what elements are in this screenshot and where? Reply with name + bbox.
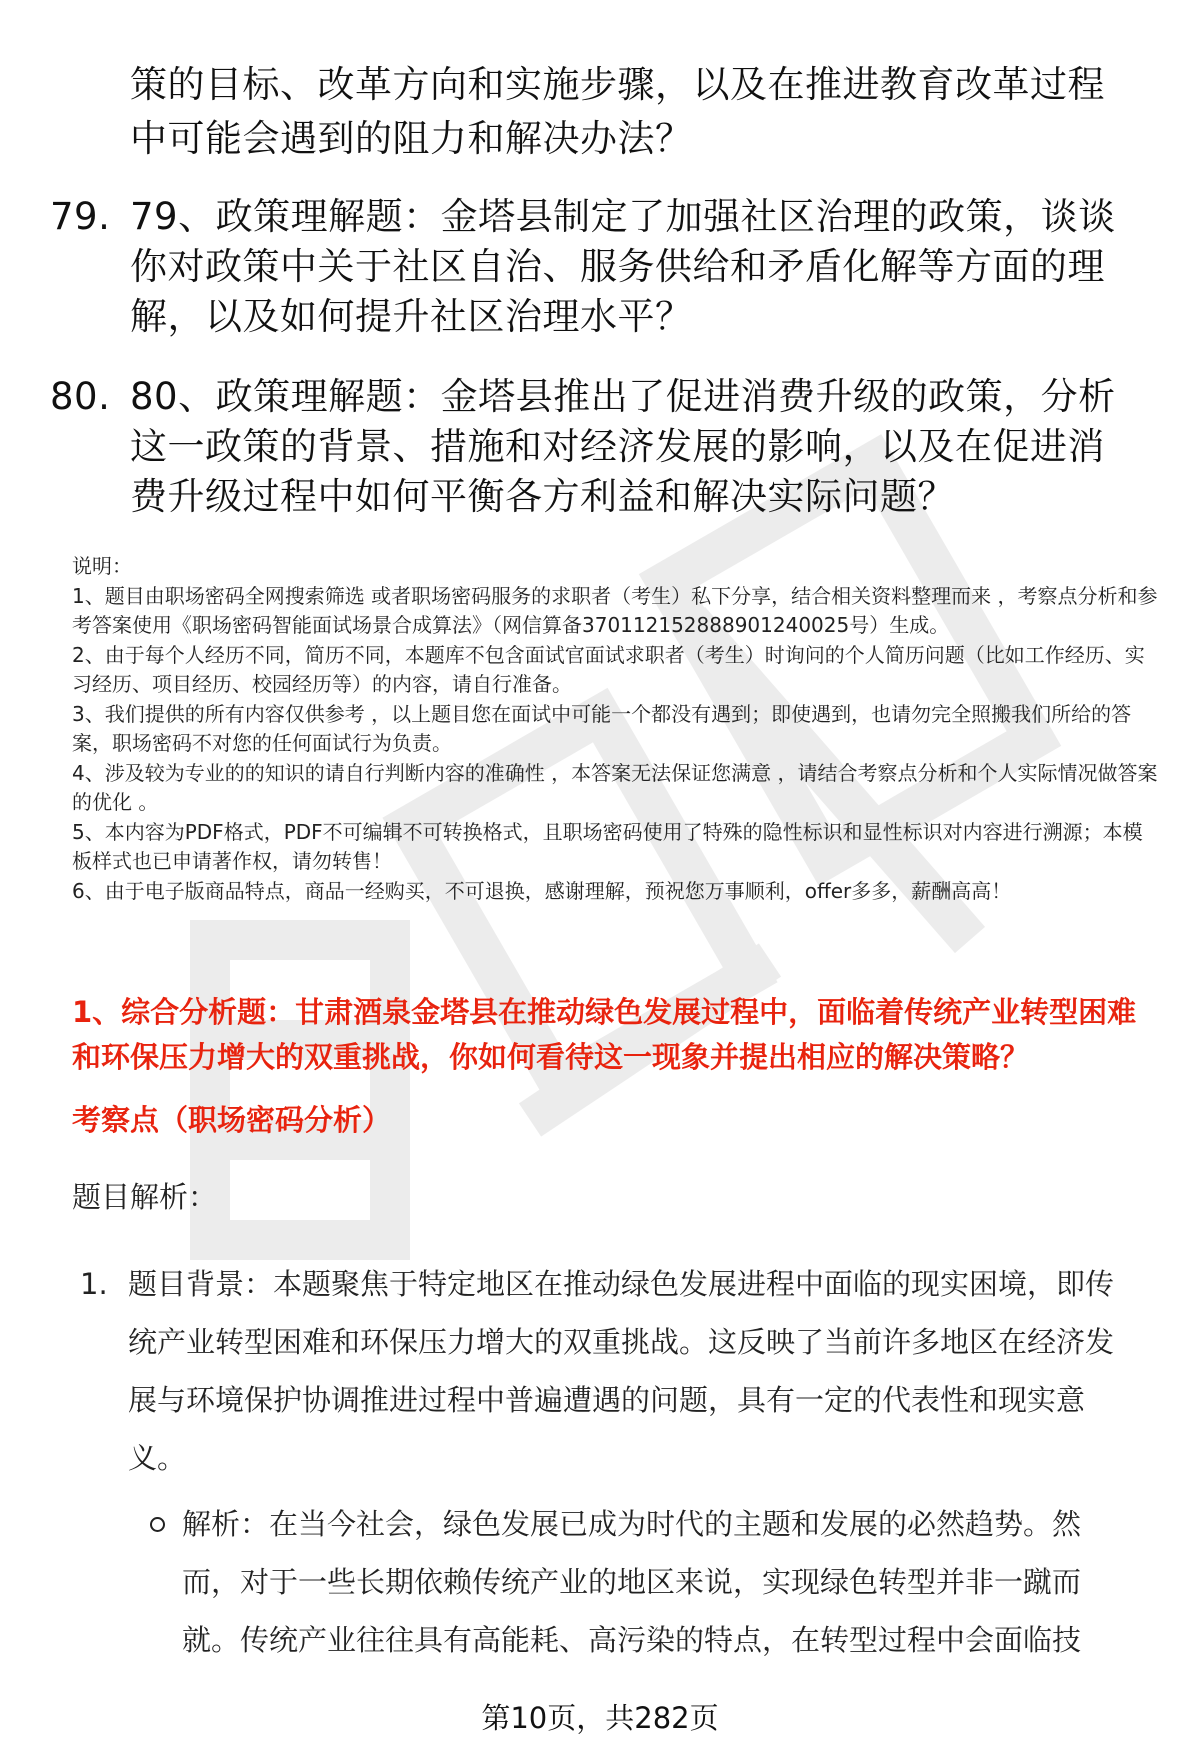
exam-point-heading: 考察点（职场密码分析） [72, 1103, 392, 1137]
question-number: 79. [50, 195, 111, 238]
notes-item: 2、由于每个人经历不同，简历不同，本题库不包含面试官面试求职者（考生）时询问的个人简历问题（比如工作经历、实习经历、项目经历、校园经历等）的内容，请自行准备。 [72, 642, 1145, 696]
bullet-circle-icon [150, 1517, 165, 1532]
sub-analysis-text: 解析：在当今社会，绿色发展已成为时代的主题和发展的必然趋势。然而，对于一些长期依赖传统产业的地区来说，实现绿色转型并非一蹴而就。传统产业往往具有高能耗、高污染的特点，在转型过程中会面临技 [182, 1507, 1082, 1657]
page-footer: 第10页，共282页 [481, 1701, 719, 1735]
question-text: 80、政策理解题：金塔县推出了促进消费升级的政策，分析这一政策的背景、措施和对经济发展的影响，以及在促进消费升级过程中如何平衡各方利益和解决实际问题？ [130, 375, 1116, 518]
notes-section [72, 552, 1162, 906]
analysis-heading: 题目解析： [72, 1180, 218, 1214]
question-continuation: 策的目标、改革方向和实施步骤，以及在推进教育改革过程中可能会遇到的阻力和解决办法？ [130, 63, 1105, 160]
notes-item: 4、涉及较为专业的的知识的请自行判断内容的准确性 ，本答案无法保证您满意 ，请结合考察点分析和个人实际情况做答案的优化 。 [72, 760, 1158, 814]
question-number: 80. [50, 375, 111, 418]
main-question-heading: 1、综合分析题：甘肃酒泉金塔县在推动绿色发展过程中，面临着传统产业转型困难和环保压力增大的双重挑战，你如何看待这一现象并提出相应的解决策略？ [72, 995, 1137, 1074]
question-text: 79、政策理解题：金塔县制定了加强社区治理的政策，谈谈你对政策中关于社区自治、服务供给和矛盾化解等方面的理解，以及如何提升社区治理水平？ [130, 195, 1116, 338]
list-number: 1. [80, 1267, 108, 1301]
notes-item: 1、题目由职场密码全网搜索筛选 或者职场密码服务的求职者（考生）私下分享，结合相关资料整理而来 ，考察点分析和参考答案使用《职场密码智能面试场景合成算法》（网信算备370112152888901240025号）生成。 [72, 583, 1158, 637]
notes-item: 6、由于电子版商品特点，商品一经购买，不可退换，感谢理解，预祝您万事顺利，offer多多，薪酬高高！ [72, 878, 1012, 903]
notes-title: 说明： [72, 554, 132, 578]
notes-item: 3、我们提供的所有内容仅供参考 ，以上题目您在面试中可能一个都没有遇到；即使遇到，也请勿完全照搬我们所给的答案，职场密码不对您的任何面试行为负责。 [72, 701, 1132, 755]
list-text: 题目背景：本题聚焦于特定地区在推动绿色发展进程中面临的现实困境，即传统产业转型困难和环保压力增大的双重挑战。这反映了当前许多地区在经济发展与环境保护协调推进过程中普遍遭遇的问题，具有一定的代表性和现实意义。 [128, 1267, 1115, 1475]
notes-item: 5、本内容为PDF格式，PDF不可编辑不可转换格式，且职场密码使用了特殊的隐性标识和显性标识对内容进行溯源；本模板样式也已申请著作权，请勿转售！ [72, 819, 1143, 873]
